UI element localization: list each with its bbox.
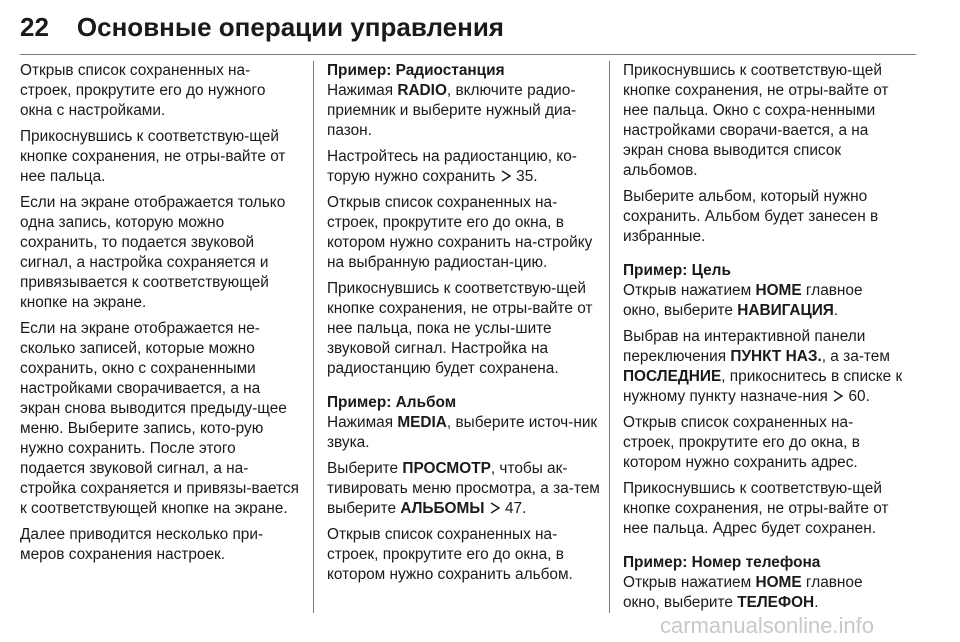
column-2 [327, 61, 607, 591]
section-heading-destination: Пример: Цель [623, 262, 731, 279]
paragraph: Нажимая MEDIA, выберите источ-ник звука. [327, 414, 598, 451]
section-heading-radio: Пример: Радиостанция [327, 62, 505, 79]
cross-reference-arrow-icon [500, 168, 512, 185]
page-title: Основные операции управления [76, 11, 504, 42]
page-header [20, 6, 916, 48]
paragraph: Открыв нажатием HOME главное окно, выберите НАВИГАЦИЯ. [623, 282, 863, 319]
key-label-destination: ПУНКТ НАЗ. [730, 348, 822, 365]
page-number: 22 [20, 11, 49, 42]
paragraph: Выберите ПРОСМОТР, чтобы ак-тивировать меню просмотра, а за-тем выберите АЛЬБОМЫ 47. [327, 460, 600, 517]
paragraph: Выберите альбом, который нужно сохранить. Альбом будет занесен в избранные. [623, 188, 879, 245]
page-reference[interactable]: 60 [848, 388, 866, 405]
cross-reference-arrow-icon [832, 388, 844, 405]
section-heading-album: Пример: Альбом [327, 394, 457, 411]
paragraph: Открыв список сохраненных на-строек, прокрутите его до окна, в котором нужно сохранить адрес. [623, 414, 860, 471]
paragraph: Открыв список сохраненных на-строек, прокрутите его до нужного окна с настройками. [20, 62, 266, 119]
paragraph: Прикоснувшись к соответствую-щей кнопке сохранения, не отры-вайте от нее пальца, пока не услы-шите звуковой сигнал. Настройка на радиостанцию будет сохранена. [327, 280, 593, 377]
cross-reference-arrow-icon [489, 500, 501, 517]
paragraph: Открыв список сохраненных на-строек, прокрутите его до окна, в котором нужно сохранить альбом. [327, 526, 573, 583]
paragraph: Прикоснувшись к соответствую-щей кнопке сохранения, не отры-вайте от нее пальца. Адрес будет сохранен. [623, 480, 889, 537]
paragraph: Далее приводится несколько при-меров сохранения настроек. [20, 526, 264, 563]
key-label-home: HOME [755, 282, 802, 299]
paragraph: Настройтесь на радиостанцию, ко-торую нужно сохранить 35. [327, 148, 577, 185]
page-reference[interactable]: 35 [516, 168, 534, 185]
key-label-albums: АЛЬБОМЫ [400, 500, 485, 517]
key-label-phone: ТЕЛЕФОН [737, 594, 815, 611]
key-label-navigation: НАВИГАЦИЯ [737, 302, 834, 319]
header-divider [20, 54, 916, 55]
column-1 [20, 61, 300, 571]
column-3 [623, 61, 903, 619]
paragraph: Нажимая RADIO, включите радио-приемник и выберите нужный диа-пазон. [327, 82, 577, 139]
paragraph: Если на экране отображается только одна запись, которую можно сохранить, то подается звуковой сигнал, а настройка сохраняется и привязывается к соответствующей кнопке на экране. [20, 194, 286, 311]
paragraph: Если на экране отображается не-сколько записей, которые можно сохранить, окно с сохраненными настройками сворачивается, а на экран снова выводится предыду-щее меню. Выберите запись, кото-рую нужно сохранить. После этого подается звуковой сигнал, а на-стройка сохраняется и привязы-вается к соответствующей кнопке на экране. [20, 320, 299, 517]
column-divider-2 [609, 61, 610, 613]
paragraph: Открыв нажатием HOME главное окно, выберите ТЕЛЕФОН. [623, 574, 863, 611]
paragraph: Прикоснувшись к соответствую-щей кнопке сохранения, не отры-вайте от нее пальца. [20, 128, 286, 185]
paragraph: Открыв список сохраненных на-строек, прокрутите его до окна, в котором нужно сохранить на-стройку на выбранную радиостан-цию. [327, 194, 593, 271]
key-label-radio: RADIO [397, 82, 447, 99]
paragraph: Прикоснувшись к соответствую-щей кнопке сохранения, не отры-вайте от нее пальца. Окно с сохра-ненными настройками сворачи-вается, а на экран снова выводится список альбомов. [623, 62, 889, 179]
page-reference[interactable]: 47 [504, 500, 523, 517]
section-heading-phone: Пример: Номер телефона [623, 554, 821, 571]
key-label-home: HOME [755, 574, 802, 591]
key-label-media: MEDIA [397, 414, 447, 431]
key-label-recent: ПОСЛЕДНИЕ [623, 368, 722, 385]
column-divider-1 [313, 61, 314, 613]
watermark-text: carmanualsonline.info [660, 613, 875, 638]
key-label-browse: ПРОСМОТР [402, 460, 491, 477]
paragraph: Выбрав на интерактивной панели переключения ПУНКТ НАЗ., а за-тем ПОСЛЕДНИЕ, прикоснитесь в списке к нужному пункту назначе-ния 60. [623, 328, 903, 405]
